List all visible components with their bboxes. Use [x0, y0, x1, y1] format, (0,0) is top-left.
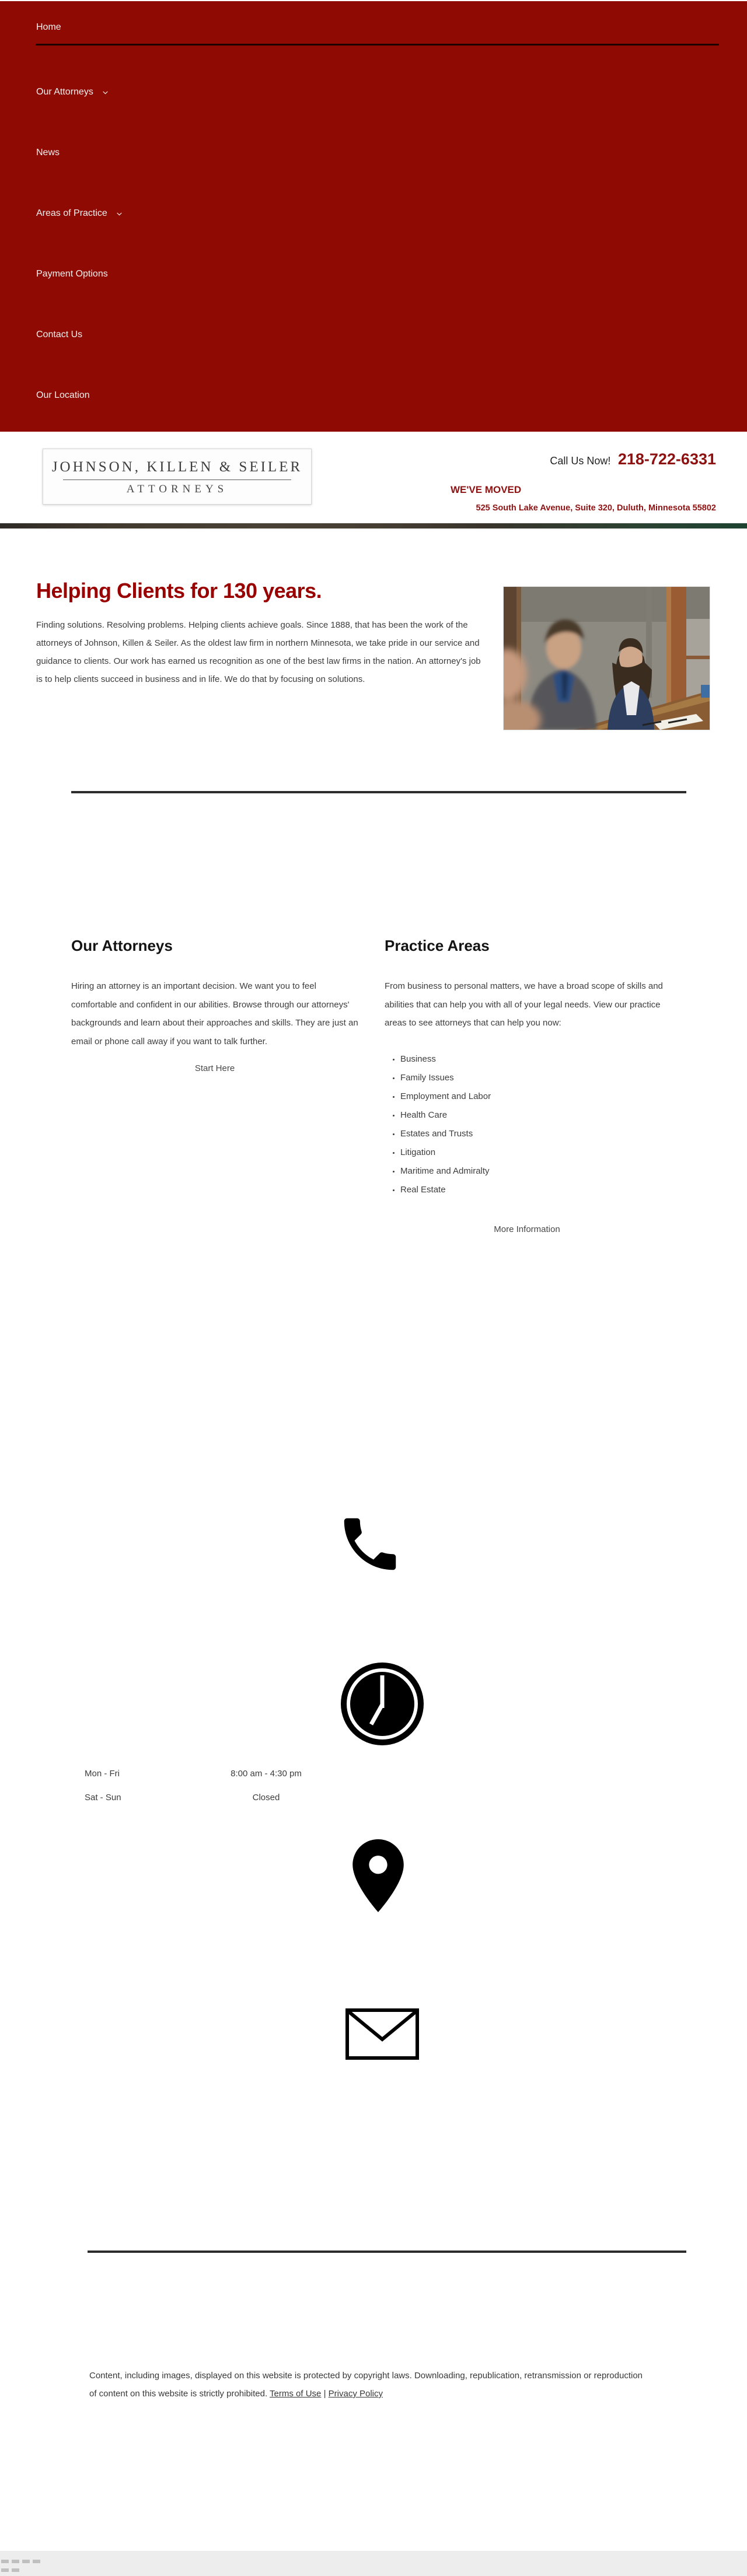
- location-pin-icon: [334, 1831, 422, 1924]
- nav-item-label: Contact Us: [36, 330, 83, 340]
- phone-number-link[interactable]: 218-722-6331: [617, 450, 716, 468]
- office-photo: [503, 586, 710, 730]
- nav-item-our-location[interactable]: [0, 365, 747, 426]
- practice-areas-text: From business to personal matters, we have a broad scope of skills and abilities that can help you with all of your legal needs. View our practice areas to see attorneys that can help you now:: [385, 981, 663, 1028]
- copyright-text: Content, including images, displayed on this website is protected by copyright laws. Downloading, republication, retransmission or reproduction of content on this website is strictly prohibited.: [89, 2371, 643, 2399]
- call-us-label: Call Us Now!: [550, 455, 611, 467]
- practice-area-item[interactable]: • Employment and Labor: [400, 1087, 669, 1106]
- nav-item-payment-options[interactable]: [0, 244, 747, 304]
- logo-title: JOHNSON, KILLEN & SEILER: [51, 459, 303, 475]
- logo-subtitle: ATTORNEYS: [126, 483, 228, 495]
- main-nav: [0, 1, 747, 432]
- practice-area-item[interactable]: • Health Care: [400, 1106, 669, 1125]
- more-information-link[interactable]: More Information: [494, 1224, 560, 1234]
- practice-areas-list: [385, 1050, 669, 1199]
- call-line: [451, 449, 716, 472]
- our-attorneys-text: Hiring an attorney is an important decision. We want you to feel comfortable and confident in our abilities. Browse through our attorneys' backgrounds and learn about their approaches and skills. They are just an email or phone call away if you want to talk further.: [71, 981, 358, 1046]
- micro-link: [1, 2560, 9, 2563]
- link-separator: |: [323, 2389, 326, 2399]
- practice-area-item[interactable]: • Litigation: [400, 1143, 669, 1162]
- micro-links-row: [1, 2560, 40, 2563]
- nav-home-underline: [36, 44, 719, 46]
- nav-item-label: Our Location: [36, 390, 90, 400]
- copyright-notice: [89, 2367, 644, 2403]
- header-accent-bar: [0, 523, 747, 528]
- header-contact: [451, 449, 716, 513]
- micro-link: [33, 2560, 40, 2563]
- micro-link: [22, 2560, 30, 2563]
- our-attorneys-section: [71, 936, 358, 1073]
- practice-area-item[interactable]: • Business: [400, 1050, 669, 1069]
- our-attorneys-heading: Our Attorneys: [71, 937, 173, 954]
- practice-areas-section: [385, 936, 669, 1234]
- micro-link: [12, 2560, 19, 2563]
- privacy-policy-link[interactable]: Privacy Policy: [328, 2389, 383, 2399]
- firm-logo[interactable]: [43, 449, 312, 505]
- hours-days: Mon - Fri: [85, 1769, 120, 1779]
- nav-item-home[interactable]: [0, 10, 747, 44]
- hours-time: 8:00 am - 4:30 pm: [231, 1769, 302, 1779]
- nav-item-label: Payment Options: [36, 269, 108, 279]
- micro-link: [1, 2568, 9, 2572]
- start-here-link[interactable]: Start Here: [194, 1063, 235, 1073]
- nav-item-label: Our Attorneys: [36, 87, 93, 97]
- practice-area-item[interactable]: • Maritime and Admiralty: [400, 1162, 669, 1181]
- practice-area-item[interactable]: • Real Estate: [400, 1181, 669, 1199]
- envelope-icon: [345, 2008, 420, 2063]
- chevron-down-icon: [102, 89, 109, 96]
- nav-item-contact-us[interactable]: [0, 304, 747, 365]
- practice-area-item[interactable]: • Family Issues: [400, 1069, 669, 1087]
- hero-paragraph: Finding solutions. Resolving problems. Helping clients achieve goals. Since 1888, that has been the work of the attorneys of Johnson, Killen & Seiler. As the oldest law firm in northern Minnesota, we take pride in our service and guidance to clients. Our work has earned us recognition as one of the best law firms in the nation. An attorney's job is to help clients succeed in business and in life. We do that by focusing on solutions.: [36, 620, 481, 684]
- street-address: 525 South Lake Avenue, Suite 320, Duluth, Minnesota 55802: [476, 503, 716, 513]
- practice-area-item[interactable]: • Estates and Trusts: [400, 1125, 669, 1143]
- nav-item-our-attorneys[interactable]: [0, 62, 747, 123]
- hours-time: Closed: [252, 1793, 280, 1803]
- hours-days: Sat - Sun: [85, 1793, 121, 1803]
- micro-links-row: [1, 2568, 19, 2572]
- footer-divider: [88, 2250, 686, 2253]
- bottom-utility-band: [0, 2551, 747, 2576]
- practice-areas-heading: Practice Areas: [385, 937, 490, 954]
- weve-moved-label: WE'VE MOVED: [451, 484, 522, 495]
- section-divider: [71, 791, 686, 793]
- phone-icon: [336, 1510, 404, 1581]
- office-hours: [85, 1768, 333, 1804]
- nav-item-areas-of-practice[interactable]: [0, 183, 747, 244]
- nav-item-news[interactable]: [0, 123, 747, 183]
- micro-link: [12, 2568, 19, 2572]
- terms-of-use-link[interactable]: Terms of Use: [270, 2389, 322, 2399]
- nav-item-label: Home: [36, 22, 61, 32]
- chevron-down-icon: [116, 210, 123, 218]
- clock-icon: [340, 1661, 425, 1749]
- nav-item-label: News: [36, 148, 60, 158]
- hero-title: Helping Clients for 130 years.: [36, 579, 322, 603]
- nav-item-label: Areas of Practice: [36, 208, 107, 218]
